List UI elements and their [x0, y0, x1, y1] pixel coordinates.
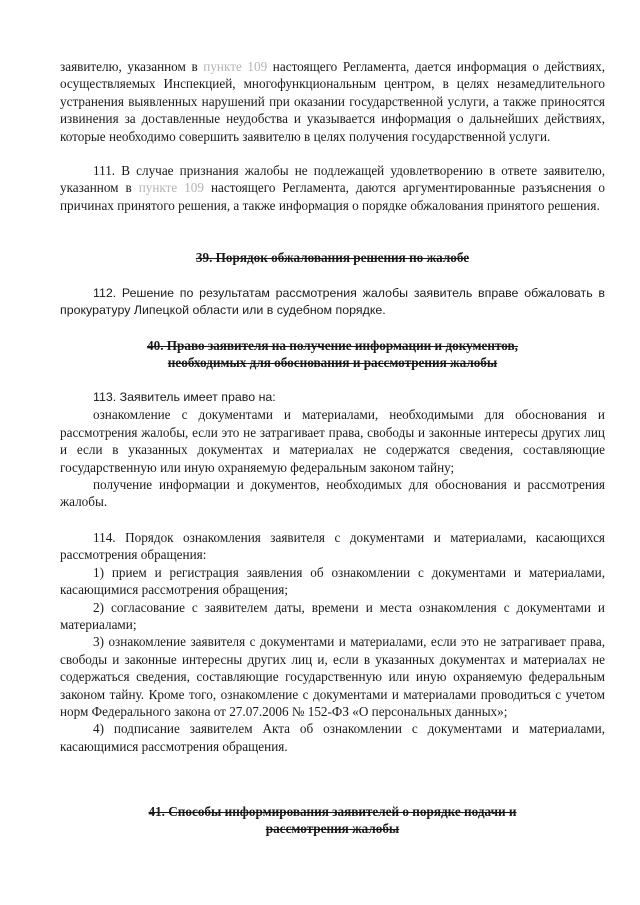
reference-link[interactable]: пункте 109 [203, 59, 268, 74]
heading-line: 40. Право заявителя на получение информации и документов, [147, 338, 518, 353]
heading-line: 41. Способы информирования заявителей о порядке подачи и [148, 804, 517, 819]
reference-link[interactable]: пункте 109 [138, 180, 204, 196]
text-run: настоящего Регламента, даются аргументированные разъяснения о причинах принятого решения, а также информация о порядке обжалования принятого решения. [60, 180, 605, 213]
text-run: настоящего Регламента, дается информация о действиях, осуществляемых Инспекцией, многофункциональным центром, в целях незамедлительного устранения выявленных нарушений при оказании государственной услуги, а также приносятся извинения за доставленные неудобства и указывается информация о дальнейших действиях, которые необходимо совершить заявителю в целях получения государственной услуги. [60, 59, 605, 144]
heading-line: необходимых для обоснования и рассмотрения жалобы [167, 355, 498, 371]
section-heading-39 [60, 249, 605, 266]
paragraph-111 [60, 162, 605, 214]
list-item: ознакомление с документами и материалами, необходимыми для обоснования и рассмотрения жалобы, если это не затрагивает права, свободы и законные интересы других лиц и если в указанных документах и материалах не содержатся сведения, составляющие государственную или иную охраняемую федеральным законом тайну; [60, 407, 605, 475]
heading-text: 39. Порядок обжалования решения по жалобе [195, 250, 470, 265]
paragraph-text: 112. Решение по результатам рассмотрения жалобы заявитель вправе обжаловать в прокуратуру Липецкой области или в судебном порядке. [60, 286, 605, 318]
heading-line: рассмотрения жалобы [265, 821, 400, 837]
paragraph-continuation [60, 58, 605, 145]
paragraph-114 [60, 529, 605, 755]
paragraph-113 [60, 389, 605, 511]
text-run: 111. В случае признания жалобы не подлежащей удовлетворению в ответе заявителю, указанном в [60, 163, 605, 196]
paragraph-text [60, 162, 605, 214]
list-item: 4) подписание заявителем Акта об ознакомлении с документами и материалами, касающимися рассмотрения обращения. [60, 721, 605, 754]
section-heading-40 [60, 337, 605, 372]
list-item: получение информации и документов, необходимых для обоснования и рассмотрения жалобы. [60, 477, 605, 510]
list-item: 1) прием и регистрация заявления об ознакомлении с документами и материалами, касающимися рассмотрения обращения; [60, 564, 605, 598]
paragraph-112 [60, 285, 605, 320]
text-run: заявителю, указанном в [60, 59, 204, 74]
paragraph-text: 113. Заявитель имеет право на: [93, 390, 276, 404]
section-heading-41 [60, 803, 605, 838]
list-item: 2) согласование с заявителем даты, времени и места ознакомления с документами и материалами; [60, 599, 605, 633]
paragraph-text [60, 58, 605, 145]
list-item: 3) ознакомление заявителя с документами и материалами, если это не затрагивает права, свободы и законные интересны других лиц и, если в указанных документах и материалах не содержаться сведения, составляющие государственную или иную охраняемую федеральным законом тайну. Кроме того, ознакомление с документами и материалами проводиться с учетом норм Федерального закона от 27.07.2006 № 152-ФЗ «О персональных данных»; [60, 634, 605, 720]
paragraph-text: 114. Порядок ознакомления заявителя с документами и материалами, касающихся рассмотрения обращения: [60, 530, 605, 563]
